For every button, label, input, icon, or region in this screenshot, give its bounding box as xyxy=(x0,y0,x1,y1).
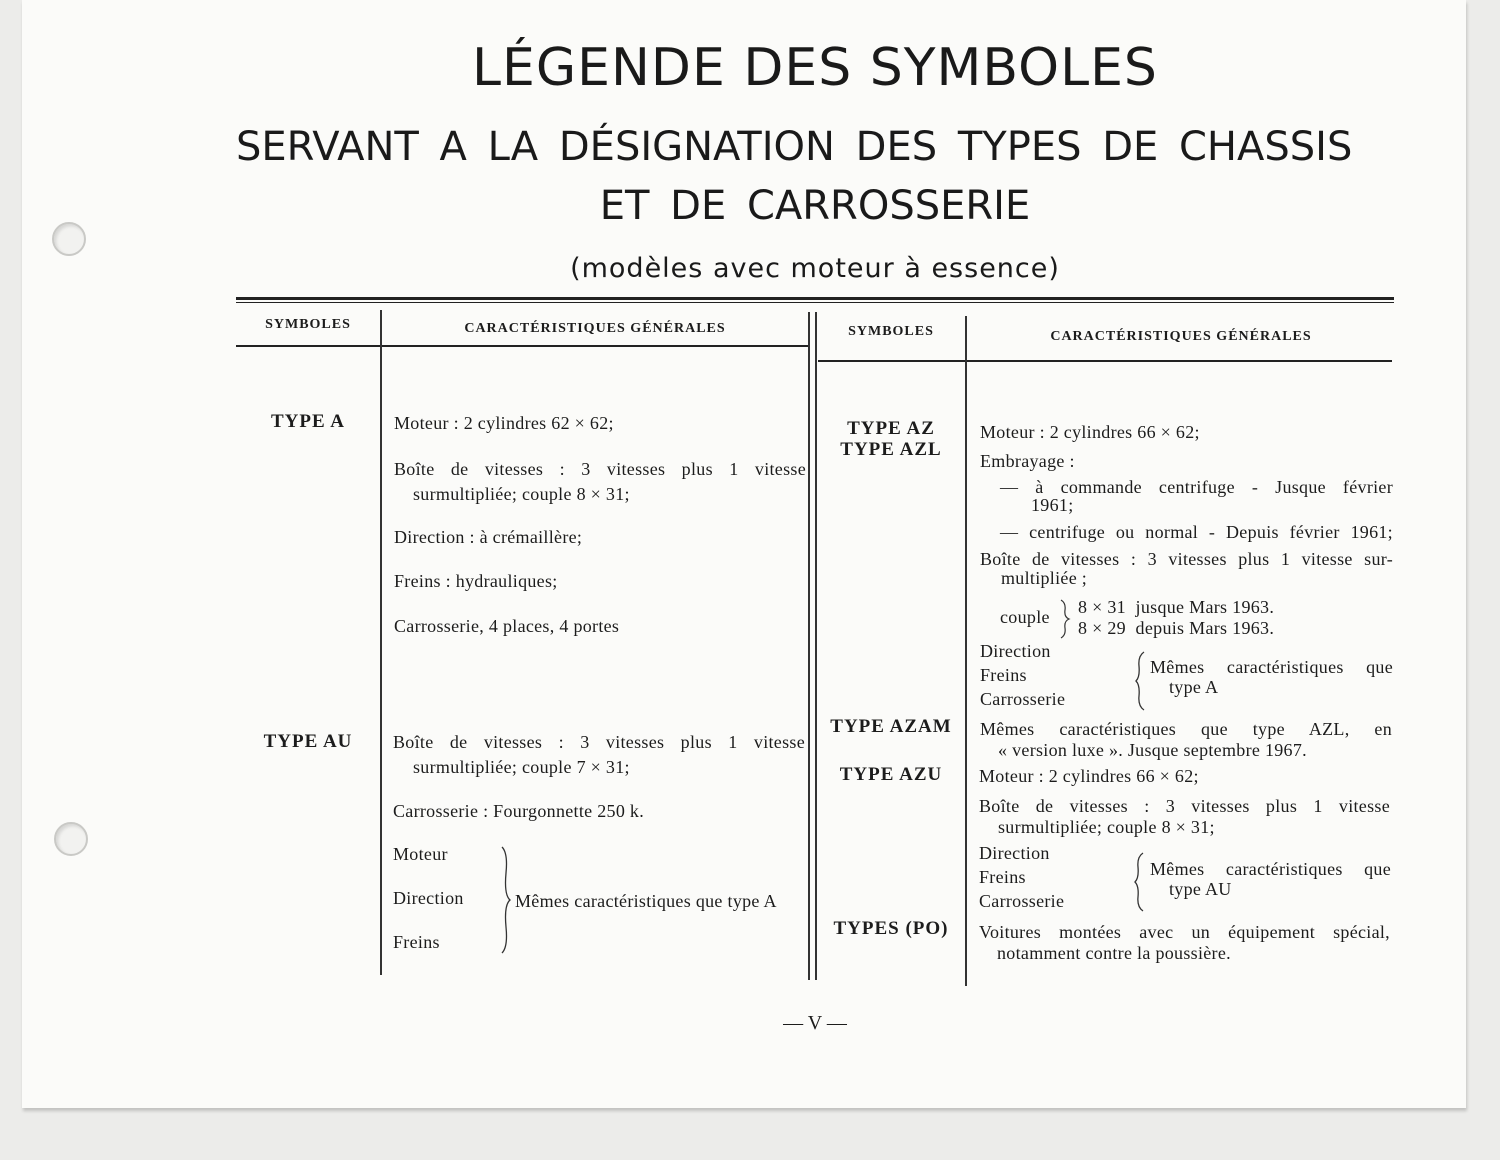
type-a-direction: Direction : à crémaillère; xyxy=(394,527,583,547)
page-number: — V — xyxy=(783,1012,847,1034)
brace-type-azu xyxy=(1133,851,1149,913)
type-azu-same-line-1: Mêmes caractéristiques que xyxy=(1150,859,1391,879)
header-rule-right xyxy=(818,360,1392,362)
brace-type-az xyxy=(1134,650,1150,712)
type-a-freins: Freins : hydrauliques; xyxy=(394,571,558,591)
type-azu-direction: Direction xyxy=(979,843,1050,863)
symbol-type-au: TYPE AU xyxy=(263,731,353,752)
symbol-type-azam: TYPE AZAM xyxy=(830,716,952,737)
type-azu-same-line-2: type AU xyxy=(1169,879,1232,899)
column-header-symbols-right: SYMBOLES xyxy=(848,324,934,339)
type-az-boite-line-2: multipliée ; xyxy=(1001,568,1088,588)
symbol-type-az: TYPE AZ xyxy=(847,418,935,439)
type-au-freins: Freins xyxy=(393,932,440,952)
type-az-embrayage: Embrayage : xyxy=(980,451,1075,471)
types-po-line-2: notamment contre la poussière. xyxy=(997,943,1231,963)
subtitle-line-2: ET DE CARROSSERIE xyxy=(599,183,1031,229)
type-az-boite-line-1: Boîte de vitesses : 3 vitesses plus 1 vitesse sur- xyxy=(980,549,1393,569)
type-a-carrosserie: Carrosserie, 4 places, 4 portes xyxy=(394,616,620,636)
type-azu-carrosserie: Carrosserie xyxy=(979,891,1065,911)
type-azam-line-2: « version luxe ». Jusque septembre 1967. xyxy=(998,740,1307,760)
type-au-moteur: Moteur xyxy=(393,844,448,864)
type-az-freins: Freins xyxy=(980,665,1027,685)
type-az-embrayage-1-line-2: 1961; xyxy=(1031,495,1074,515)
symbol-type-azl: TYPE AZL xyxy=(840,439,942,460)
punch-hole-bottom xyxy=(54,822,88,856)
subtitle-note: (modèles avec moteur à essence) xyxy=(570,253,1060,284)
type-au-boite-line-2: surmultipliée; couple 7 × 31; xyxy=(413,757,630,777)
column-header-symbols-left: SYMBOLES xyxy=(265,317,351,332)
type-az-carrosserie: Carrosserie xyxy=(980,689,1066,709)
type-az-couple-2: 8 × 29 depuis Mars 1963. xyxy=(1078,618,1275,638)
type-au-same-as: Mêmes caractéristiques que type A xyxy=(515,891,777,911)
type-au-boite-line-1: Boîte de vitesses : 3 vitesses plus 1 vitesse xyxy=(393,732,805,752)
type-a-moteur: Moteur : 2 cylindres 62 × 62; xyxy=(394,413,614,433)
column-divider-left-1 xyxy=(380,310,382,975)
type-azu-freins: Freins xyxy=(979,867,1026,887)
types-po-line-1: Voitures montées avec un équipement spécial, xyxy=(979,922,1390,942)
type-az-moteur: Moteur : 2 cylindres 66 × 62; xyxy=(980,422,1200,442)
type-azam-line-1: Mêmes caractéristiques que type AZL, en xyxy=(980,719,1392,739)
brace-couple xyxy=(1058,598,1072,640)
type-a-boite-line-2: surmultipliée; couple 8 × 31; xyxy=(413,484,630,504)
type-azu-moteur: Moteur : 2 cylindres 66 × 62; xyxy=(979,766,1199,786)
column-divider-middle-a xyxy=(808,312,810,980)
type-az-same-line-2: type A xyxy=(1169,677,1219,697)
type-au-direction: Direction xyxy=(393,888,464,908)
column-divider-right-1 xyxy=(965,316,967,986)
type-au-carrosserie: Carrosserie : Fourgonnette 250 k. xyxy=(393,801,645,821)
type-az-embrayage-2: — centrifuge ou normal - Depuis février 1961; xyxy=(1000,522,1393,542)
type-a-boite-line-1: Boîte de vitesses : 3 vitesses plus 1 vitesse xyxy=(394,459,806,479)
table-top-rule xyxy=(236,297,1394,300)
symbol-type-a: TYPE A xyxy=(270,411,346,432)
brace-type-au xyxy=(496,845,514,955)
page-title: LÉGENDE DES SYMBOLES xyxy=(472,38,1158,98)
column-header-characteristics-right: CARACTÉRISTIQUES GÉNÉRALES xyxy=(1050,329,1312,344)
header-rule-left xyxy=(236,345,810,347)
column-divider-middle-b xyxy=(815,312,817,980)
symbol-type-azu: TYPE AZU xyxy=(839,764,943,785)
type-az-same-line-1: Mêmes caractéristiques que xyxy=(1150,657,1393,677)
type-az-couple-1: 8 × 31 jusque Mars 1963. xyxy=(1078,597,1275,617)
type-az-couple-label: couple xyxy=(1000,607,1050,627)
subtitle-line-1: SERVANT A LA DÉSIGNATION DES TYPES DE CHASSIS xyxy=(236,124,1353,170)
table-top-rule-thin xyxy=(236,302,1394,303)
column-header-characteristics-left: CARACTÉRISTIQUES GÉNÉRALES xyxy=(464,321,726,336)
type-az-embrayage-1-line-1: — à commande centrifuge - Jusque février xyxy=(1000,477,1393,497)
symbol-types-po: TYPES (PO) xyxy=(833,918,949,939)
type-az-direction: Direction xyxy=(980,641,1051,661)
type-azu-boite-line-1: Boîte de vitesses : 3 vitesses plus 1 vitesse xyxy=(979,796,1390,816)
type-azu-boite-line-2: surmultipliée; couple 8 × 31; xyxy=(998,817,1215,837)
